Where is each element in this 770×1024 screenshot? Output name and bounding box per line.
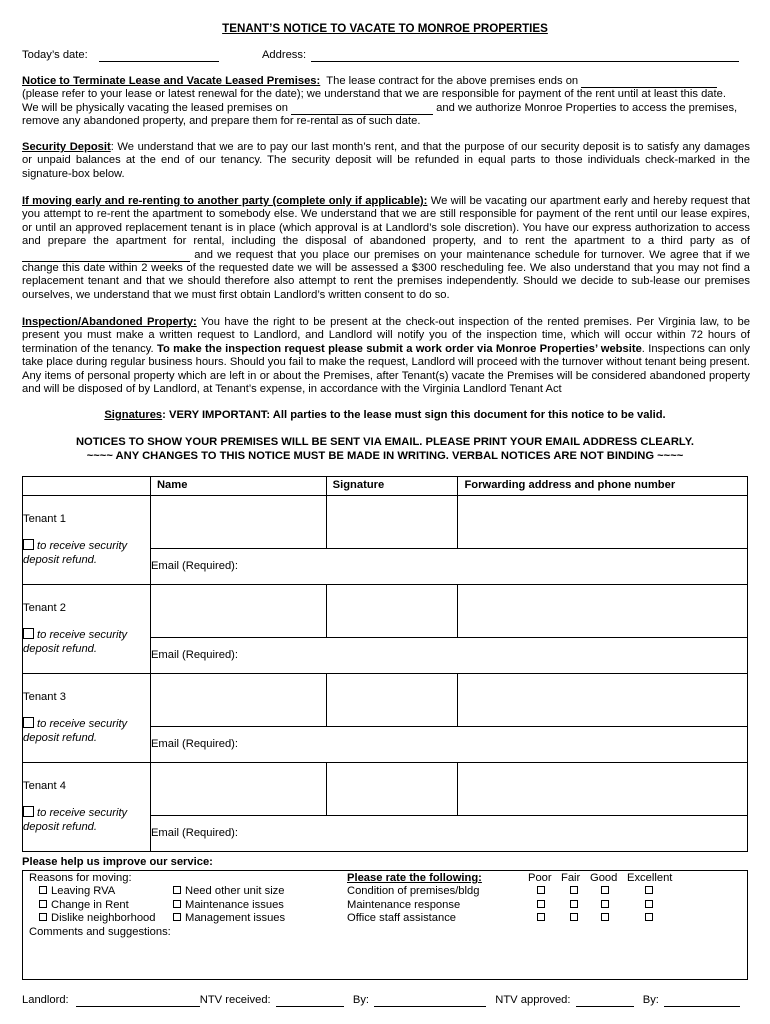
by-label: By: (352, 994, 370, 1006)
tenant-2-refund-checkbox[interactable] (23, 628, 34, 639)
survey-heading: Please help us improve our service: (22, 856, 213, 868)
notice-heading: Notice to Terminate Lease and Vacate Leased Premises: (22, 75, 321, 87)
tenant-1-signature-field[interactable] (326, 496, 458, 549)
tenant-4-label: Tenant 4 (23, 780, 66, 792)
header-row (22, 49, 750, 62)
inspection-paragraph (22, 316, 750, 396)
moving-text-1: We will be vacating our apartment early and hereby request that you attempt to re-rent the apartment to somebody else. We understand that we are still responsible for payment of the rent until our lease expires, or until an approved replacement tenant is in place (which approval is at Landlord’s sole discretion). You have our express authorization to access and prepare the apartment for rental, including the disposal of abandoned property, and to rent the apartment to a third party as of (22, 195, 750, 248)
ntv-received-field[interactable] (276, 995, 344, 1007)
reason-item[interactable] (39, 899, 155, 913)
security-paragraph (22, 141, 750, 181)
notice-paragraph (22, 75, 762, 129)
tenant-1-cell (23, 496, 151, 585)
address-field[interactable] (311, 50, 739, 62)
lease-end-date-field[interactable] (581, 76, 717, 88)
tenant-3-name-field[interactable] (150, 674, 326, 727)
rate-item-label: Maintenance response (347, 898, 461, 911)
security-heading: Security Deposit (22, 141, 111, 153)
header-signature: Signature (326, 477, 458, 496)
rating-checkbox[interactable] (570, 900, 578, 908)
reason-checkbox[interactable] (39, 886, 47, 894)
tenant-3-cell (23, 674, 151, 763)
tenant-1-refund-text: to receive security deposit refund. (23, 540, 128, 566)
tenant-2-email-label: Email (Required): (150, 649, 238, 661)
moving-paragraph (22, 195, 750, 302)
signatures-label: Signatures (104, 409, 163, 421)
tenant-4-name-field[interactable] (150, 763, 326, 816)
tenant-4-email-field[interactable] (150, 816, 747, 852)
rating-good-label: Good (590, 872, 618, 884)
tenant-4-cell (23, 763, 151, 852)
reasons-label: Reasons for moving: (29, 872, 132, 884)
tenant-4-signature-field[interactable] (326, 763, 458, 816)
date-label: Today’s date: (22, 49, 88, 61)
moving-heading: If moving early and re-renting to another party (complete only if applicable): (22, 195, 428, 207)
tenant-3-refund-text: to receive security deposit refund. (23, 718, 128, 744)
rating-column-good (601, 885, 613, 926)
notice-text-4: remove any abandoned property, and prepare them for re-rental as of such date. (22, 115, 421, 128)
reason-item[interactable] (39, 885, 155, 899)
by-field[interactable] (374, 995, 486, 1007)
tenant-3-email-field[interactable] (150, 727, 747, 763)
notices-line-1: NOTICES TO SHOW YOUR PREMISES WILL BE SENT VIA EMAIL. PLEASE PRINT YOUR EMAIL ADDRESS CLEARLY. (75, 436, 695, 448)
ntv-approved-label: NTV approved: (495, 994, 571, 1006)
by2-field[interactable] (664, 995, 740, 1007)
notices-line-2: ~~~~ ANY CHANGES TO THIS NOTICE MUST BE MADE IN WRITING. VERBAL NOTICES ARE NOT BINDING ~~~~ (86, 450, 684, 462)
reason-checkbox[interactable] (173, 886, 181, 894)
date-field[interactable] (99, 50, 219, 62)
landlord-label: Landlord: (22, 994, 69, 1006)
tenant-3-email-label: Email (Required): (150, 738, 238, 750)
header-forwarding: Forwarding address and phone number (458, 477, 748, 496)
header-name: Name (150, 477, 326, 496)
rate-item-label: Office staff assistance (347, 912, 457, 924)
tenant-table (22, 476, 748, 852)
reason-checkbox[interactable] (39, 913, 47, 921)
reason-checkbox[interactable] (173, 900, 181, 908)
footer-row (22, 994, 762, 1007)
reason-checkbox[interactable] (173, 913, 181, 921)
tenant-1-email-label: Email (Required): (150, 560, 238, 572)
reason-checkbox[interactable] (39, 900, 47, 908)
inspection-text-1: You have the right to be present at the check-out inspection of the rented premises. Per Virginia law, to be present you must make a written request to Landlord, and Landlord will notify you of the inspection time, which will occur within 72 hours of termination of the tenancy. (22, 316, 750, 355)
rating-checkbox[interactable] (645, 900, 653, 908)
rating-checkbox[interactable] (537, 900, 545, 908)
reason-item[interactable] (173, 885, 285, 899)
reason-label: Maintenance issues (185, 898, 284, 911)
notice-text-1: The lease contract for the above premises ends on (326, 75, 579, 87)
comments-field[interactable] (29, 941, 741, 975)
tenant-1-email-field[interactable] (150, 549, 747, 585)
rate-items (347, 885, 479, 926)
tenant-1-refund-checkbox[interactable] (23, 539, 34, 550)
inspection-bold: To make the inspection request please submit a work order via Monroe Properties’ website (156, 342, 642, 355)
survey-box (22, 870, 748, 980)
rating-column-excellent (645, 885, 657, 926)
tenant-3-signature-field[interactable] (326, 674, 458, 727)
rating-poor-label: Poor (528, 872, 552, 884)
tenant-2-signature-field[interactable] (326, 585, 458, 638)
landlord-field[interactable] (76, 995, 200, 1007)
tenant-2-name-field[interactable] (150, 585, 326, 638)
rating-checkbox[interactable] (645, 913, 653, 921)
tenant-2-forwarding-field[interactable] (458, 585, 748, 638)
tenant-2-refund-text: to receive security deposit refund. (23, 629, 128, 655)
notice-text-3b: and we authorize Monroe Properties to access the premises, (436, 101, 738, 114)
signatures-notice (0, 409, 770, 422)
tenant-3-refund-checkbox[interactable] (23, 717, 34, 728)
page-title: TENANT’S NOTICE TO VACATE TO MONROE PROPERTIES (222, 22, 548, 35)
tenant-3-label: Tenant 3 (23, 691, 66, 703)
rating-checkbox[interactable] (645, 886, 653, 894)
reason-item[interactable] (173, 899, 285, 913)
rating-fair-label: Fair (561, 872, 581, 884)
inspection-text-2: . Inspections can only take place during regular business hours. Should you fail to make the request, Landlord will proceed with the turnover without tenant being present. Any items of personal property which are left in or about the Premises, after Tenant(s) vacate the Premises will be considered abandoned property and will be disposed of by Landlord, at Tenant’s expense, in accordance with the Virginia Landlord Tenant Act (22, 342, 750, 396)
comments-label: Comments and suggestions: (29, 926, 171, 938)
vacate-date-field[interactable] (291, 103, 433, 115)
tenant-2-cell (23, 585, 151, 674)
rating-excellent-label: Excellent (627, 872, 673, 884)
rate-item-label: Condition of premises/bldg (347, 885, 480, 897)
tenant-4-refund-text: to receive security deposit refund. (23, 807, 128, 833)
rating-checkbox[interactable] (537, 886, 545, 894)
reason-label: Dislike neighborhood (51, 912, 156, 924)
address-label: Address: (261, 49, 307, 61)
notice-text-2: (please refer to your lease or latest renewal for the date); we understand that we are responsible for payment of the rent until at least this date. (22, 88, 726, 101)
rating-checkbox[interactable] (601, 886, 609, 894)
tenant-2-label: Tenant 2 (23, 602, 66, 614)
header-blank (23, 477, 151, 496)
rating-checkbox[interactable] (601, 900, 609, 908)
tenant-3-forwarding-field[interactable] (458, 674, 748, 727)
rating-checkbox[interactable] (570, 913, 578, 921)
tenant-1-name-field[interactable] (150, 496, 326, 549)
inspection-heading: Inspection/Abandoned Property: (22, 316, 197, 328)
tenant-4-refund-checkbox[interactable] (23, 806, 34, 817)
reason-item[interactable] (173, 912, 285, 926)
rating-checkbox[interactable] (570, 886, 578, 894)
tenant-2-email-field[interactable] (150, 638, 747, 674)
rate-heading: Please rate the following: (347, 872, 482, 884)
tenant-1-forwarding-field[interactable] (458, 496, 748, 549)
by2-label: By: (642, 994, 659, 1006)
reason-label: Management issues (185, 912, 286, 924)
tenant-4-forwarding-field[interactable] (458, 763, 748, 816)
ntv-received-label: NTV received: (199, 994, 271, 1006)
tenant-1-label: Tenant 1 (23, 513, 66, 525)
security-text: : We understand that we are to pay our last month’s rent, and that the purpose of our security deposit is to satisfy any damages or unpaid balances at the end of our tenancy. The security deposit will be refunded in equal parts to those individuals check-marked in the signature-box below. (22, 141, 750, 180)
moving-text-2: and we request that you place our premises on your maintenance schedule for turnover. We agree that if we change this date within 2 weeks of the requested date we will be assessed a $300 rescheduling fee. We also understand that you may not find a replacement tenant and that we should therefore also attempt to rent the premises independently. Should we decide to sub-lease our premises ourselves, we understand that we must first obtain Landlord’s written consent to do so. (22, 248, 750, 301)
reasons-right-list (173, 885, 285, 926)
rating-checkbox[interactable] (601, 913, 609, 921)
reason-item[interactable] (39, 912, 155, 926)
reasons-left-list (39, 885, 155, 926)
reason-label: Change in Rent (51, 898, 129, 911)
tenant-4-email-label: Email (Required): (150, 827, 238, 839)
reason-label: Leaving RVA (51, 885, 116, 897)
signatures-text: : VERY IMPORTANT: All parties to the lease must sign this document for this notice to be valid. (162, 409, 666, 421)
ntv-approved-field[interactable] (576, 995, 634, 1007)
reason-label: Need other unit size (185, 885, 285, 897)
notice-text-3a: We will be physically vacating the leased premises on (22, 101, 288, 114)
rating-column-poor (537, 885, 549, 926)
rating-checkbox[interactable] (537, 913, 545, 921)
rating-column-fair (570, 885, 582, 926)
rerent-date-field[interactable] (22, 250, 190, 262)
